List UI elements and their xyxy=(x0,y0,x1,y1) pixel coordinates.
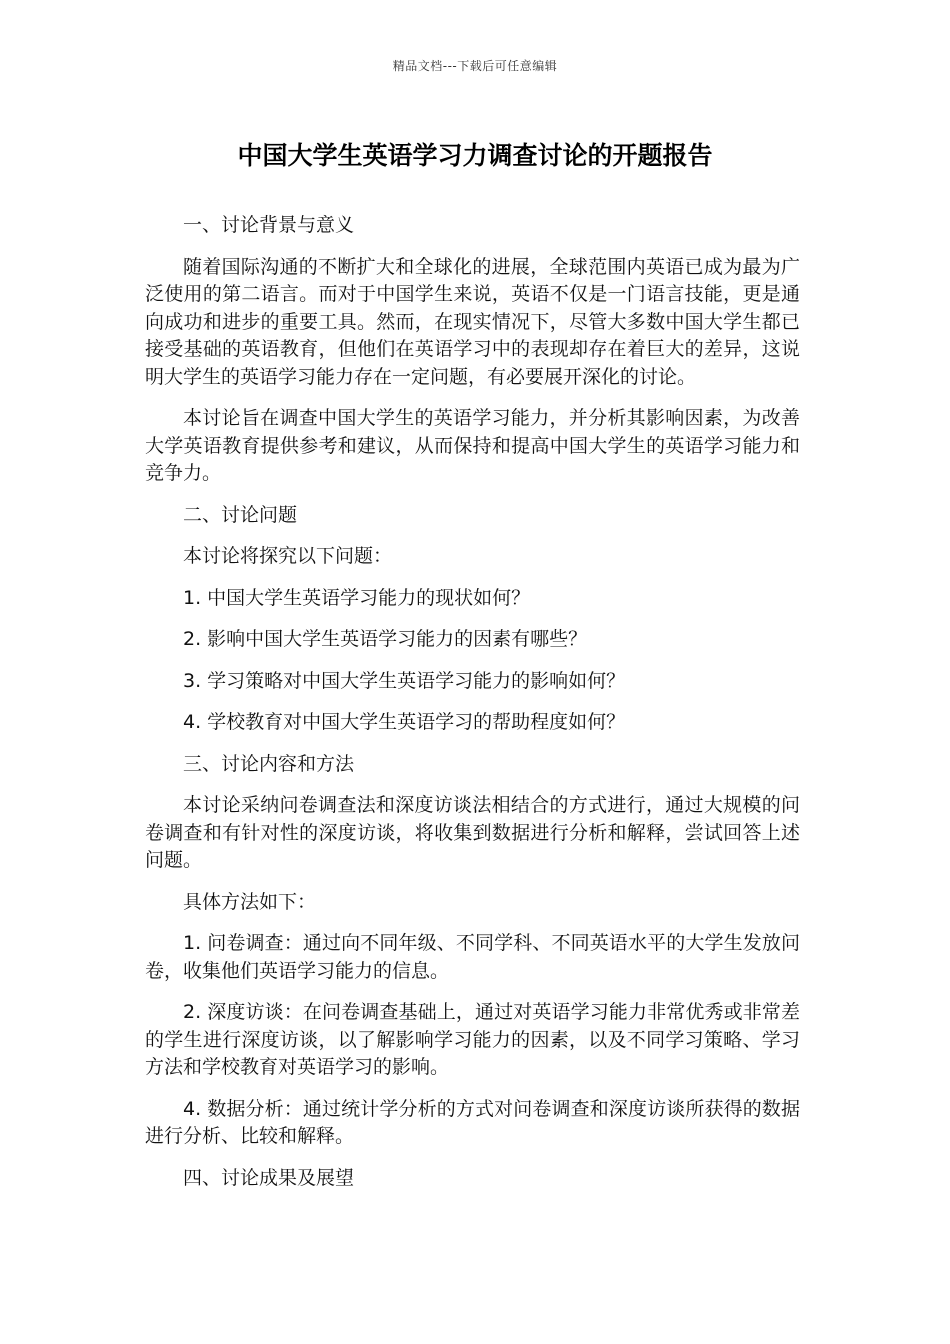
section-heading-questions: 二、讨论问题 xyxy=(183,503,298,526)
section-heading-background: 一、讨论背景与意义 xyxy=(183,214,355,236)
section-heading-methods: 三、讨论内容和方法 xyxy=(183,752,355,775)
question-item-2: 2. 影响中国大学生英语学习能力的因素有哪些？ xyxy=(183,628,588,650)
paragraph-methods-intro: 具体方法如下： xyxy=(183,890,317,913)
document-body xyxy=(145,212,800,1206)
method-item-interview: 2. 深度访谈：在问卷调查基础上，通过对英语学习能力非常优秀或非常差的学生进行深度访谈，以了解影响学习能力的因素，以及不同学习策略、学习方法和学校教育对英语学习的影响。 xyxy=(145,1001,800,1078)
document-title: 中国大学生英语学习力调查讨论的开题报告 xyxy=(237,141,713,170)
section-heading-outcomes: 四、讨论成果及展望 xyxy=(183,1166,355,1189)
paragraph-questions-intro: 本讨论将探究以下问题： xyxy=(183,545,393,567)
paragraph-background: 随着国际沟通的不断扩大和全球化的进展，全球范围内英语已成为最为广泛使用的第二语言。而对于中国学生来说，英语不仅是一门语言技能，更是通向成功和进步的重要工具。然而，在现实情况下，尽管大多数中国大学生都已接受基础的英语教育，但他们在英语学习中的表现却存在着巨大的差异，这说明大学生的英语学习能力存在一定问题，有必要展开深化的讨论。 xyxy=(145,255,800,388)
method-item-survey: 1. 问卷调查：通过向不同年级、不同学科、不同英语水平的大学生发放问卷，收集他们英语学习能力的信息。 xyxy=(145,932,800,982)
paragraph-methods: 本讨论采纳问卷调查法和深度访谈法相结合的方式进行，通过大规模的问卷调查和有针对性的深度访谈，将收集到数据进行分析和解释，尝试回答上述问题。 xyxy=(145,794,800,871)
paragraph-purpose: 本讨论旨在调查中国大学生的英语学习能力，并分析其影响因素，为改善大学英语教育提供参考和建议，从而保持和提高中国大学生的英语学习能力和竞争力。 xyxy=(145,407,800,484)
question-item-3: 3. 学习策略对中国大学生英语学习能力的影响如何？ xyxy=(183,669,626,692)
question-item-4: 4. 学校教育对中国大学生英语学习的帮助程度如何？ xyxy=(183,711,626,733)
header-note: 精品文档---下载后可任意编辑 xyxy=(392,59,558,73)
method-item-analysis: 4. 数据分析：通过统计学分析的方式对问卷调查和深度访谈所获得的数据进行分析、比较和解释。 xyxy=(145,1097,800,1147)
question-item-1: 1. 中国大学生英语学习能力的现状如何？ xyxy=(183,586,531,609)
